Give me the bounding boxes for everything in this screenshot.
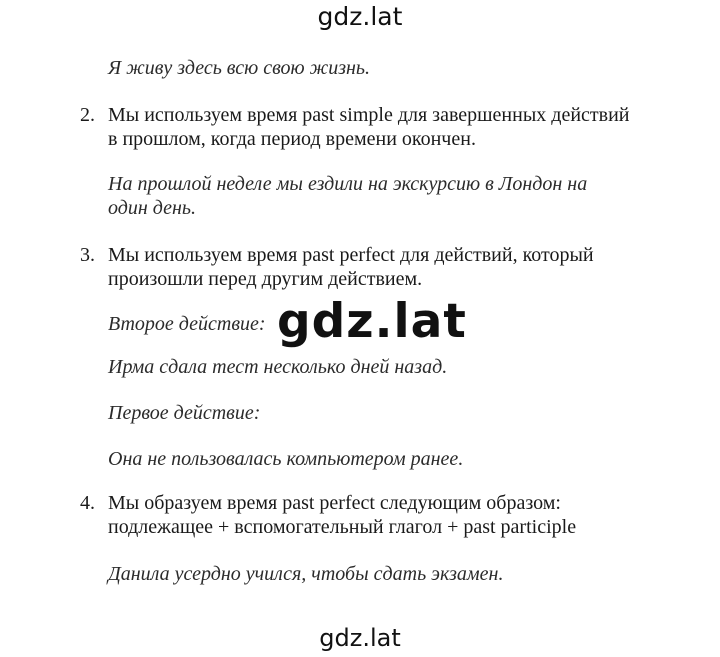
item-text-line: подлежащее + вспомогательный глагол + past participle <box>108 516 577 538</box>
watermark-top: gdz.lat <box>317 2 403 31</box>
intro-example: Я живу здесь всю свою жизнь. <box>108 57 371 79</box>
example-line: Второе действие: <box>108 313 266 335</box>
item-text-line: произошли перед другим действием. <box>108 268 423 290</box>
item-text-line: Мы образуем время past perfect следующим образом: <box>108 492 561 514</box>
item-number: 2. <box>80 104 95 126</box>
example-line: На прошлой неделе мы ездили на экскурсию в Лондон на <box>108 173 588 195</box>
watermark-middle: gdz.lat <box>277 294 467 349</box>
item-number: 3. <box>80 244 95 266</box>
item-number: 4. <box>80 492 95 514</box>
example-line: Первое действие: <box>108 402 261 424</box>
item-text-line: Мы используем время past perfect для действий, который <box>108 244 594 266</box>
item-text-line: Мы используем время past simple для завершенных действий <box>108 104 630 126</box>
example-line: Данила усердно учился, чтобы сдать экзамен. <box>108 563 504 585</box>
item-text-line: в прошлом, когда период времени окончен. <box>108 128 476 150</box>
watermark-bottom: gdz.lat <box>319 624 401 652</box>
example-line: Ирма сдала тест несколько дней назад. <box>108 356 448 378</box>
example-line: один день. <box>108 197 197 219</box>
example-line: Она не пользовалась компьютером ранее. <box>108 448 464 470</box>
